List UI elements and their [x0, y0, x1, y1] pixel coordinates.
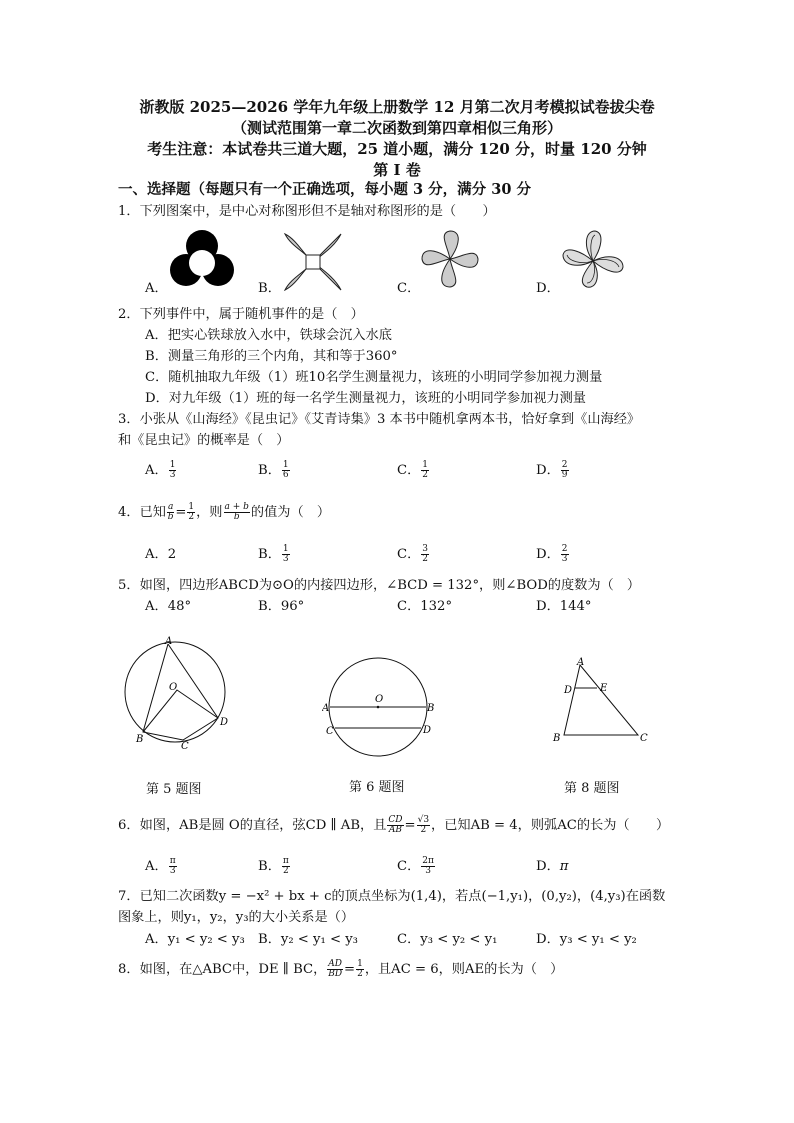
fig5-label-o: O [169, 682, 178, 693]
fig8-label-a: A [577, 657, 585, 668]
q6-option-c: C． $\frac{2\pi}{3}$ [397, 856, 434, 876]
q3-option-c: C． $\frac{1}{2}$ [397, 460, 429, 480]
q1-option-b: B． [258, 281, 281, 296]
fig8-label-c: C [640, 733, 648, 744]
q1-option-d: D． [536, 281, 560, 296]
q8-stem: 8．如图，在△ABC中，DE ∥ BC， $\frac{AD}{BD}$ = $\frac{1}{2}$ ，且AC = 6，则AE的长为（ ） [118, 959, 564, 979]
figure-q8 [550, 655, 650, 747]
exam-notice: 考生注意：本试卷共三道大题，25 道小题，满分 120 分，时量 120 分钟 [147, 140, 647, 158]
fig8-label-e: E [600, 683, 608, 694]
q2-option-d: D．对九年级（1）班的每一名学生测量视力，该班的小明同学参加视力测量 [145, 391, 586, 406]
fig5-label-c: C [181, 741, 189, 752]
fig8-label-b: B [553, 733, 561, 744]
q7-stem-line1: 7．已知二次函数y = −x² + bx + c的顶点坐标为(1,4)，若点(−1,y₁)，(0,y₂)，(4,y₃)在函数 [118, 889, 666, 904]
q5-option-c: C．132° [397, 599, 453, 614]
q1-figure-a [165, 228, 240, 290]
q5-option-a: A．48° [145, 599, 192, 614]
figure-q8-caption: 第 8 题图 [564, 781, 620, 796]
q7-option-d: D．y₃ < y₁ < y₂ [536, 932, 637, 947]
figure-q6-caption: 第 6 题图 [349, 780, 405, 795]
q7-stem-line2: 图象上，则y₁，y₂，y₃的大小关系是（） [118, 910, 355, 925]
q1-figure-d [557, 227, 629, 293]
q3-option-a: A． $\frac{1}{3}$ [145, 460, 176, 480]
q7-option-a: A．y₁ < y₂ < y₃ [145, 932, 245, 947]
q4-option-a: A．2 [145, 547, 177, 562]
q6-option-d: D．π [536, 859, 569, 874]
q6-option-a: A． $\frac{\pi}{3}$ [145, 856, 176, 876]
section-1-heading: 一、选择题（每题只有一个正确选项，每小题 3 分，满分 30 分 [118, 181, 531, 198]
q3-stem-line1: 3．小张从《山海经》《昆虫记》《艾青诗集》3 本书中随机拿两本书，恰好拿到《山海经》 [118, 412, 641, 427]
volume-label: 第 I 卷 [373, 161, 421, 179]
q6-stem: 6．如图，AB是圆 O的直径，弦CD ∥ AB，且 $\frac{CD}{AB}$ = $\frac{√3}{2}$ ，已知AB = 4，则弧AC的长为（ ） [118, 815, 670, 835]
q5-stem: 5．如图，四边形ABCD为⊙O的内接四边形，∠BCD = 132°，则∠BOD的度数为（ ） [118, 578, 641, 593]
exam-subtitle: （测试范围第一章二次函数到第四章相似三角形） [231, 119, 562, 137]
q4-option-c: C． $\frac{3}{2}$ [397, 544, 429, 564]
figure-q5-caption: 第 5 题图 [146, 782, 202, 797]
fig6-label-o: O [375, 694, 384, 705]
q6-option-b: B． $\frac{\pi}{2}$ [258, 856, 289, 876]
q2-option-a: A．把实心铁球放入水中，铁球会沉入水底 [145, 328, 392, 343]
fig5-label-a: A [165, 636, 173, 647]
q1-figure-c [418, 227, 482, 291]
q1-option-c: C． [397, 281, 421, 296]
exam-title: 浙教版 2025—2026 学年九年级上册数学 12 月第二次月考模拟试卷拔尖卷 [139, 98, 655, 116]
q4-stem: 4．已知 $\frac{a}{b}$ = $\frac{1}{2}$ ，则 $\frac{a + b}{b}$ 的值为（ ） [118, 502, 331, 522]
q2-stem: 2．下列事件中，属于随机事件的是（ ） [118, 307, 364, 322]
q2-option-c: C．随机抽取九年级（1）班10名学生测量视力，该班的小明同学参加视力测量 [145, 370, 603, 385]
q7-option-b: B．y₂ < y₁ < y₃ [258, 932, 358, 947]
q5-option-b: B．96° [258, 599, 305, 614]
figure-q6 [322, 655, 434, 765]
q1-figure-b [283, 232, 343, 292]
q2-option-b: B．测量三角形的三个内角，其和等于360° [145, 349, 398, 364]
fig8-label-d: D [564, 685, 573, 696]
q1-stem: 1．下列图案中，是中心对称图形但不是轴对称图形的是（ ） [118, 204, 496, 219]
fig5-label-b: B [136, 734, 144, 745]
q5-option-d: D．144° [536, 599, 592, 614]
q7-option-c: C．y₃ < y₂ < y₁ [397, 932, 498, 947]
q4-option-b: B． $\frac{1}{3}$ [258, 544, 289, 564]
figure-q5 [120, 632, 235, 752]
q4-option-d: D． $\frac{2}{3}$ [536, 544, 568, 564]
q3-option-b: B． $\frac{1}{6}$ [258, 460, 289, 480]
fig6-label-b: B [427, 703, 434, 714]
q3-stem-line2: 和《昆虫记》的概率是（ ） [118, 433, 290, 448]
fig5-label-d: D [220, 717, 229, 728]
fig6-label-d: D [423, 725, 432, 736]
fig6-label-a: A [322, 703, 330, 714]
q3-option-d: D． $\frac{2}{9}$ [536, 460, 568, 480]
fig6-label-c: C [326, 726, 334, 737]
q1-option-a: A． [145, 281, 168, 296]
